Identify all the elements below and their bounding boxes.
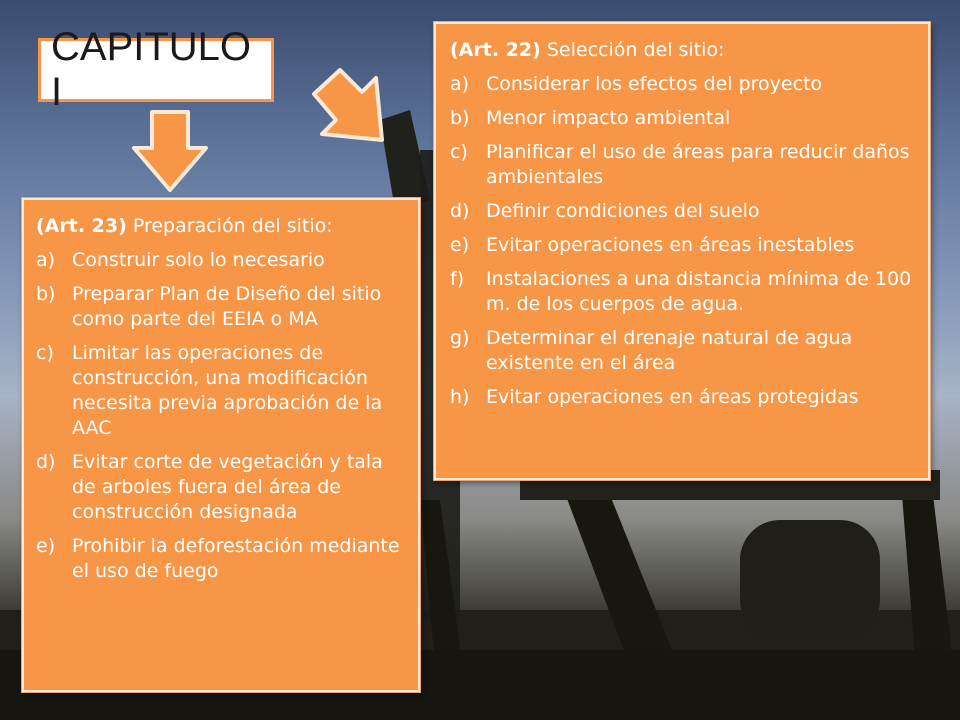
item-marker: e)	[36, 535, 56, 557]
item-text: Instalaciones a una distancia mínima de 100 m. de los cuerpos de agua.	[486, 268, 912, 315]
list-item	[450, 326, 914, 376]
item-text: Determinar el drenaje natural de agua existente en el área	[486, 327, 853, 374]
item-marker: a)	[36, 249, 56, 271]
item-marker: f)	[450, 268, 465, 290]
arrow-diagonal-icon	[310, 68, 390, 148]
item-text: Limitar las operaciones de construcción, una modificación necesita previa aprobación de la AAC	[72, 342, 383, 439]
item-marker: b)	[36, 283, 56, 305]
arrow-down-icon	[130, 110, 210, 194]
list-item	[450, 267, 914, 317]
item-text: Evitar operaciones en áreas inestables	[486, 234, 855, 256]
list-item	[450, 72, 914, 97]
list-item	[36, 534, 406, 584]
item-text: Preparar Plan de Diseño del sitio como parte del EEIA o MA	[72, 283, 382, 330]
item-text: Evitar operaciones en áreas protegidas	[486, 386, 859, 408]
list-item	[450, 140, 914, 190]
item-marker: a)	[450, 73, 470, 95]
item-marker: h)	[450, 386, 470, 408]
art23-title: Preparación del sitio:	[126, 215, 333, 237]
art22-title: Selección del sitio:	[540, 39, 725, 61]
item-text: Planificar el uso de áreas para reducir daños ambientales	[486, 141, 910, 188]
art22-list	[450, 72, 914, 410]
item-text: Definir condiciones del suelo	[486, 200, 760, 222]
list-item	[36, 248, 406, 273]
item-marker: d)	[36, 451, 56, 473]
art23-label: (Art. 23)	[36, 215, 127, 237]
list-item	[450, 233, 914, 258]
list-item	[36, 341, 406, 441]
list-item	[36, 450, 406, 525]
item-marker: c)	[36, 342, 54, 364]
item-text: Evitar corte de vegetación y tala de arboles fuera del área de construcción designada	[72, 451, 383, 523]
art23-panel	[22, 198, 420, 692]
item-marker: e)	[450, 234, 470, 256]
art23-list	[36, 248, 406, 584]
page-title: CAPITULO I	[38, 38, 274, 102]
list-item	[36, 282, 406, 332]
item-text: Construir solo lo necesario	[72, 249, 325, 271]
art23-heading	[36, 214, 406, 238]
list-item	[450, 385, 914, 410]
item-text: Considerar los efectos del proyecto	[486, 73, 823, 95]
item-marker: d)	[450, 200, 470, 222]
item-marker: b)	[450, 107, 470, 129]
item-marker: c)	[450, 141, 468, 163]
item-marker: g)	[450, 327, 470, 349]
art22-panel	[434, 22, 930, 480]
item-text: Prohibir la deforestación mediante el uso de fuego	[72, 535, 400, 582]
list-item	[450, 106, 914, 131]
item-text: Menor impacto ambiental	[486, 107, 731, 129]
art22-label: (Art. 22)	[450, 39, 541, 61]
list-item	[450, 199, 914, 224]
art22-heading	[450, 38, 914, 62]
